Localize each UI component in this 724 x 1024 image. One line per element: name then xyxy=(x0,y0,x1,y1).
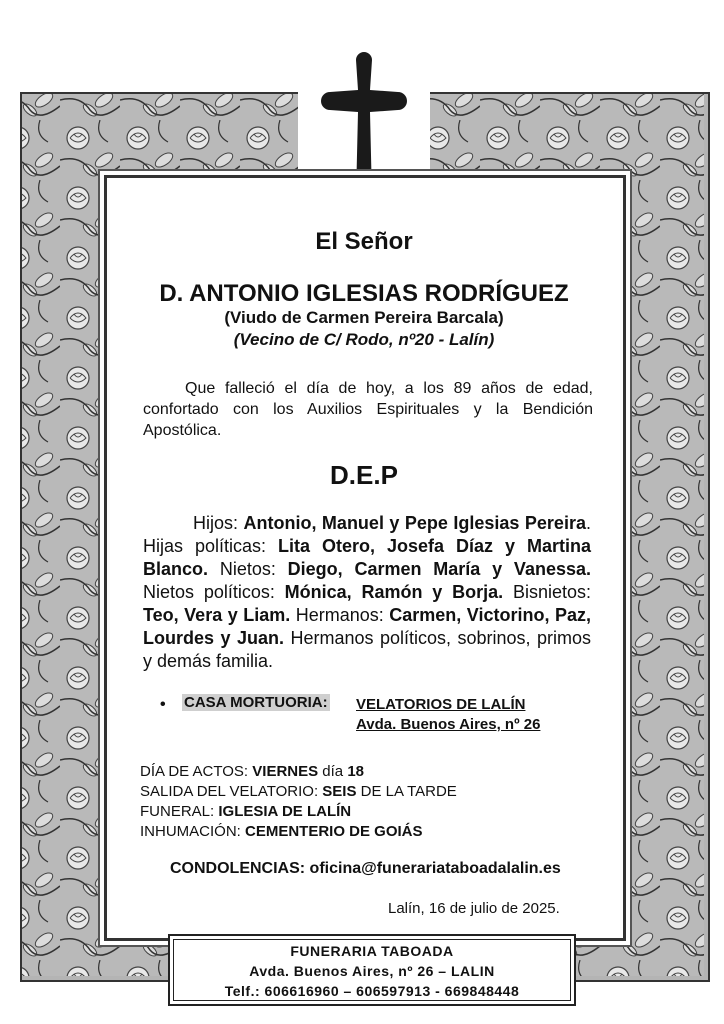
hijas-names: Lita Otero, Josefa Díaz y Martina Blanco. xyxy=(143,536,592,579)
residence: (Vecino de C/ Rodo, nº20 - Lalín) xyxy=(233,330,495,349)
funeral-value: IGLESIA DE LALÍN xyxy=(218,803,352,820)
bisnietos-names: Teo, Vera y Liam. xyxy=(143,605,291,625)
family-paragraph xyxy=(143,512,591,673)
hermanos-names: Carmen, Victorino, Paz, Lourdes y Juan. xyxy=(143,605,591,648)
funeral-home-phones: Telf.: 606616960 – 606597913 - 669848448 xyxy=(224,983,520,999)
deceased-name: D. ANTONIO IGLESIAS RODRÍGUEZ xyxy=(159,280,569,307)
title: El Señor xyxy=(315,228,413,255)
inhumacion xyxy=(140,823,423,840)
casa-mortuoria-label: CASA MORTUORIA: xyxy=(184,694,328,711)
hijos-names: Antonio, Manuel y Pepe Iglesias Pereira xyxy=(243,513,586,533)
funeral-home-address: Avda. Buenos Aires, nº 26 – LALIN xyxy=(249,963,495,979)
hijos-label: Hijos: xyxy=(193,513,244,533)
salida-velatorio xyxy=(140,783,457,800)
nietos-pol-names: Mónica, Ramón y Borja. xyxy=(284,582,504,602)
velatorio-address: Avda. Buenos Aires, nº 26 xyxy=(356,716,541,733)
salida-value: SEIS xyxy=(322,783,357,800)
dep-heading: D.E.P xyxy=(330,460,398,490)
nietos-names: Diego, Carmen María y Vanessa. xyxy=(287,559,591,579)
inhumacion-value: CEMENTERIO DE GOIÁS xyxy=(245,823,423,840)
dia-label: DÍA DE ACTOS: xyxy=(140,763,253,780)
widower-of: (Viudo de Carmen Pereira Barcala) xyxy=(224,308,504,327)
family-rest: Hermanos políticos, sobrinos, primos y demás familia. xyxy=(143,628,591,671)
funeral-home-box xyxy=(168,934,576,1006)
condolencias-line: CONDOLENCIAS: oficina@funerariataboadalalin.es xyxy=(170,860,561,877)
dia-value: VIERNES xyxy=(252,763,319,780)
funeral xyxy=(140,803,351,820)
salida-label: SALIDA DEL VELATORIO: xyxy=(140,783,323,800)
velatorio-name: VELATORIOS DE LALÍN xyxy=(356,696,526,713)
nietos-pol-label: Nietos políticos: xyxy=(143,582,285,602)
salida-rest: DE LA TARDE xyxy=(356,783,457,800)
inhumacion-label: INHUMACIÓN: xyxy=(140,823,245,840)
dia-actos xyxy=(140,763,364,780)
dia-mid: día xyxy=(318,763,348,780)
bisnietos-label: Bisnietos: xyxy=(503,582,591,602)
bullet-icon: • xyxy=(160,696,166,713)
notice-date: Lalín, 16 de julio de 2025. xyxy=(388,900,560,917)
hijas-label: . Hijas políticas: xyxy=(143,513,591,556)
dia-num: 18 xyxy=(347,763,364,780)
nietos-label: Nietos: xyxy=(208,559,288,579)
hermanos-label: Hermanos: xyxy=(290,605,390,625)
intro-paragraph: Que falleció el día de hoy, a los 89 años de edad, confortado con los Auxilios Espirituales y la Bendición Apostólica. xyxy=(143,380,593,439)
funeral-home-name: FUNERARIA TABOADA xyxy=(290,943,454,959)
funeral-label: FUNERAL: xyxy=(140,803,219,820)
